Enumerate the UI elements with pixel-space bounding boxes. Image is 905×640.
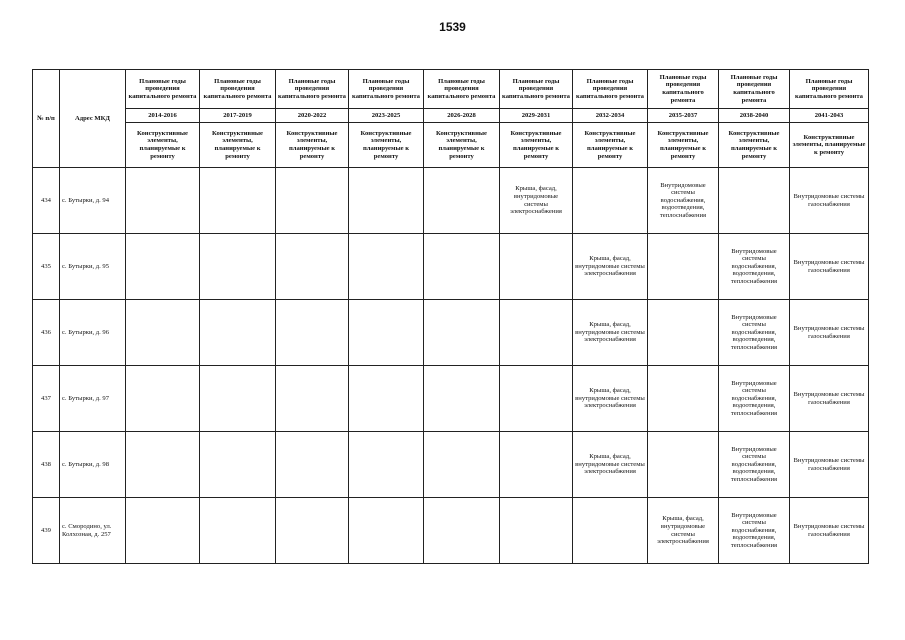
row-address: с. Бутырки, д. 98: [60, 432, 126, 498]
repair-elements-cell: [200, 432, 276, 498]
header-period: 2020-2022: [276, 109, 349, 123]
header-period: 2017-2019: [200, 109, 276, 123]
repair-elements-cell: Внутридомовые системы водоснабжения, водоотведения, теплоснабжения: [719, 432, 790, 498]
row-number: 434: [33, 168, 60, 234]
table-row: [33, 300, 869, 366]
repair-elements-cell: [500, 432, 573, 498]
header-period: 2038-2040: [719, 109, 790, 123]
repair-elements-cell: [573, 168, 648, 234]
repair-elements-cell: [276, 300, 349, 366]
repair-elements-cell: Внутридомовые системы водоснабжения, водоотведения, теплоснабжения: [719, 498, 790, 564]
repair-elements-cell: Внутридомовые системы водоснабжения, водоотведения, теплоснабжения: [648, 168, 719, 234]
header-elements: Конструктивные элементы, планируемые к ремонту: [349, 123, 424, 168]
repair-elements-cell: [349, 234, 424, 300]
table-row: [33, 432, 869, 498]
header-planned-years: Плановые годы проведения капитального ремонта: [276, 70, 349, 109]
header-planned-years: Плановые годы проведения капитального ремонта: [349, 70, 424, 109]
row-number: 436: [33, 300, 60, 366]
repair-elements-cell: [424, 432, 500, 498]
repair-elements-cell: [126, 300, 200, 366]
repair-elements-cell: [349, 300, 424, 366]
header-planned-years: Плановые годы проведения капитального ремонта: [126, 70, 200, 109]
header-planned-years: Плановые годы проведения капитального ремонта: [500, 70, 573, 109]
header-elements: Конструктивные элементы, планируемые к ремонту: [648, 123, 719, 168]
repair-elements-cell: [648, 234, 719, 300]
repair-elements-cell: Крыша, фасад, внутридомовые системы электроснабжения: [573, 366, 648, 432]
header-period: 2041-2043: [790, 109, 869, 123]
row-address: с. Бутырки, д. 95: [60, 234, 126, 300]
repair-elements-cell: [126, 498, 200, 564]
header-planned-years: Плановые годы проведения капитального ремонта: [200, 70, 276, 109]
table-row: [33, 498, 869, 564]
repair-elements-cell: [349, 432, 424, 498]
repair-elements-cell: [349, 366, 424, 432]
row-number: 438: [33, 432, 60, 498]
header-address: Адрес МКД: [60, 70, 126, 168]
header-period: 2032-2034: [573, 109, 648, 123]
row-number: 435: [33, 234, 60, 300]
repair-elements-cell: Крыша, фасад, внутридомовые системы электроснабжения: [500, 168, 573, 234]
repair-elements-cell: [424, 366, 500, 432]
repair-elements-cell: [500, 498, 573, 564]
header-elements: Конструктивные элементы, планируемые к ремонту: [573, 123, 648, 168]
header-elements: Конструктивные элементы, планируемые к ремонту: [200, 123, 276, 168]
repair-elements-cell: Внутридомовые системы газоснабжения: [790, 300, 869, 366]
repair-elements-cell: Внутридомовые системы водоснабжения, водоотведения, теплоснабжения: [719, 300, 790, 366]
repair-elements-cell: Внутридомовые системы газоснабжения: [790, 366, 869, 432]
repair-elements-cell: [276, 168, 349, 234]
header-period: 2023-2025: [349, 109, 424, 123]
repair-elements-cell: [648, 366, 719, 432]
table-header: [33, 70, 869, 168]
row-address: с. Бутырки, д. 96: [60, 300, 126, 366]
repair-elements-cell: Внутридомовые системы водоснабжения, водоотведения, теплоснабжения: [719, 234, 790, 300]
repair-elements-cell: [349, 168, 424, 234]
row-address: с. Бутырки, д. 97: [60, 366, 126, 432]
header-planned-years: Плановые годы проведения капитального ремонта: [648, 70, 719, 109]
repair-elements-cell: [200, 498, 276, 564]
header-elements: Конструктивные элементы, планируемые к ремонту: [126, 123, 200, 168]
header-period: 2014-2016: [126, 109, 200, 123]
repair-elements-cell: [424, 168, 500, 234]
repair-elements-cell: Внутридомовые системы водоснабжения, водоотведения, теплоснабжения: [719, 366, 790, 432]
header-planned-years: Плановые годы проведения капитального ремонта: [424, 70, 500, 109]
table-row: [33, 234, 869, 300]
repair-elements-cell: Крыша, фасад, внутридомовые системы электроснабжения: [573, 300, 648, 366]
repair-elements-cell: Крыша, фасад, внутридомовые системы электроснабжения: [648, 498, 719, 564]
repair-elements-cell: [126, 366, 200, 432]
repair-elements-cell: [349, 498, 424, 564]
row-number: 439: [33, 498, 60, 564]
repair-elements-cell: [424, 498, 500, 564]
repair-elements-cell: [573, 498, 648, 564]
header-elements: Конструктивные элементы, планируемые к ремонту: [790, 123, 869, 168]
header-elements: Конструктивные элементы, планируемые к ремонту: [500, 123, 573, 168]
table-row: [33, 366, 869, 432]
page-number: 1539: [439, 20, 466, 34]
repair-elements-cell: [424, 234, 500, 300]
capital-repair-plan-table: [32, 69, 869, 564]
repair-elements-cell: Внутридомовые системы газоснабжения: [790, 432, 869, 498]
repair-elements-cell: [200, 234, 276, 300]
header-elements: Конструктивные элементы, планируемые к ремонту: [719, 123, 790, 168]
repair-elements-cell: [200, 168, 276, 234]
repair-elements-cell: [200, 300, 276, 366]
table-body: [33, 168, 869, 564]
header-elements: Конструктивные элементы, планируемые к ремонту: [424, 123, 500, 168]
header-period: 2035-2037: [648, 109, 719, 123]
header-planned-years: Плановые годы проведения капитального ремонта: [790, 70, 869, 109]
header-period: 2029-2031: [500, 109, 573, 123]
repair-elements-cell: [126, 234, 200, 300]
repair-elements-cell: [126, 432, 200, 498]
repair-elements-cell: Внутридомовые системы газоснабжения: [790, 234, 869, 300]
repair-elements-cell: [276, 498, 349, 564]
repair-elements-cell: [648, 432, 719, 498]
repair-elements-cell: [126, 168, 200, 234]
repair-elements-cell: [200, 366, 276, 432]
repair-elements-cell: [276, 234, 349, 300]
header-planned-years: Плановые годы проведения капитального ремонта: [573, 70, 648, 109]
repair-elements-cell: [500, 300, 573, 366]
header-planned-years: Плановые годы проведения капитального ремонта: [719, 70, 790, 109]
repair-elements-cell: [276, 432, 349, 498]
row-number: 437: [33, 366, 60, 432]
repair-elements-cell: [276, 366, 349, 432]
row-address: с. Смородино, ул. Колхозная, д. 257: [60, 498, 126, 564]
repair-elements-cell: [648, 300, 719, 366]
row-address: с. Бутырки, д. 94: [60, 168, 126, 234]
table-row: [33, 168, 869, 234]
header-period: 2026-2028: [424, 109, 500, 123]
header-num: № п/п: [33, 70, 60, 168]
repair-elements-cell: [424, 300, 500, 366]
repair-elements-cell: Крыша, фасад, внутридомовые системы электроснабжения: [573, 234, 648, 300]
repair-elements-cell: Внутридомовые системы газоснабжения: [790, 498, 869, 564]
repair-elements-cell: [719, 168, 790, 234]
repair-elements-cell: [500, 234, 573, 300]
repair-elements-cell: Крыша, фасад, внутридомовые системы электроснабжения: [573, 432, 648, 498]
repair-elements-cell: [500, 366, 573, 432]
repair-elements-cell: Внутридомовые системы газоснабжения: [790, 168, 869, 234]
header-elements: Конструктивные элементы, планируемые к ремонту: [276, 123, 349, 168]
